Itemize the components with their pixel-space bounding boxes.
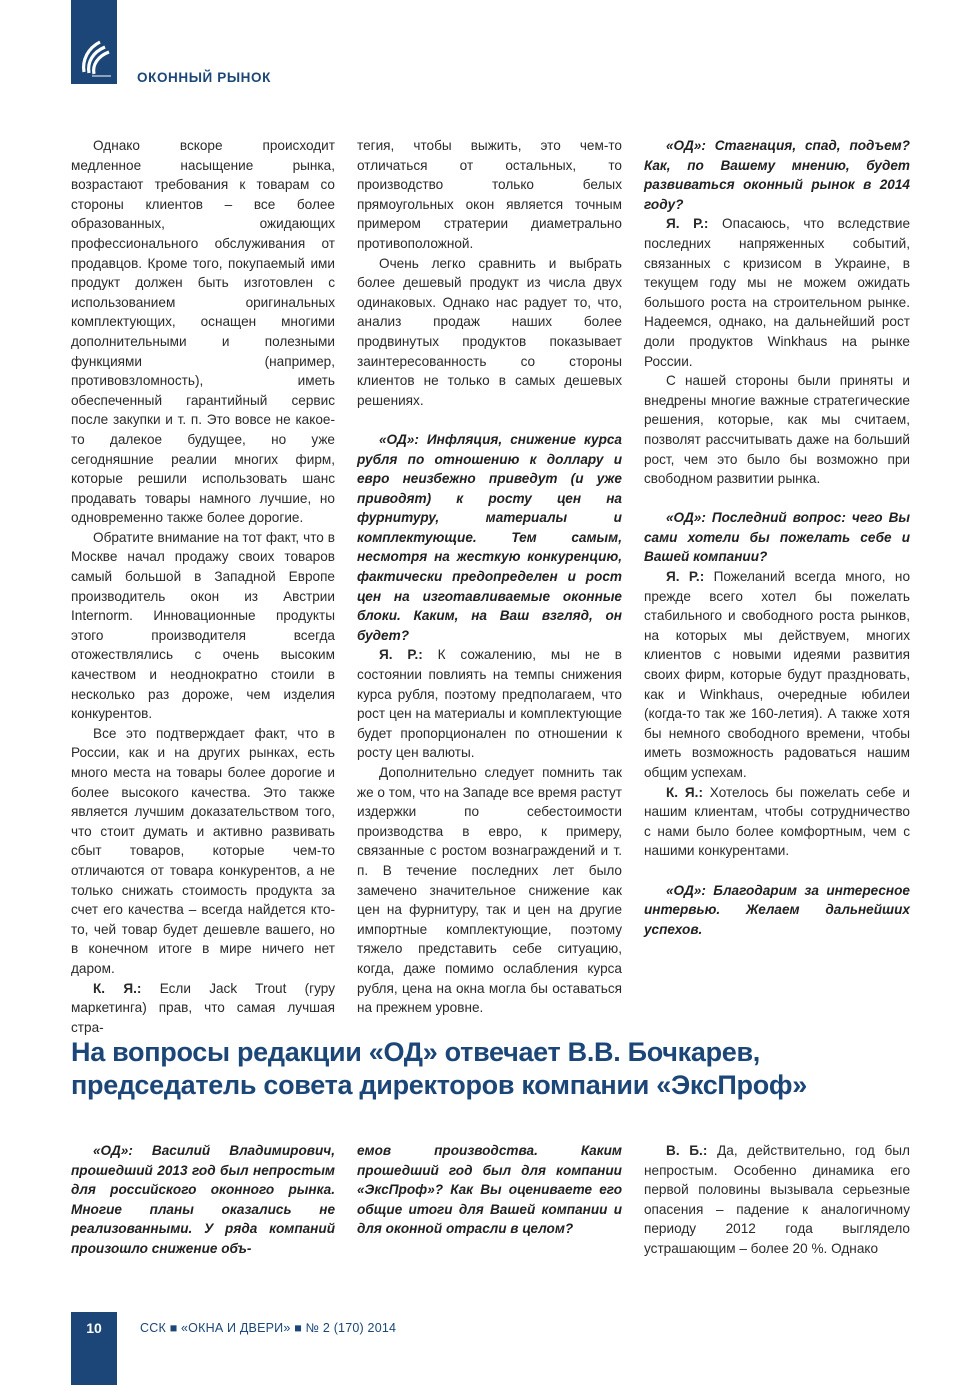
publication-info: ССК ■ «ОКНА И ДВЕРИ» ■ № 2 (170) 2014 (140, 1321, 397, 1335)
body-paragraph (71, 979, 335, 1038)
article1-column-1 (71, 136, 335, 1037)
question-paragraph: емов производства. Каким прошедший год был для компании «ЭксПроф»? Как Вы оцениваете его общие итоги для Вашей компании и для оконной отрасли в целом? (357, 1143, 622, 1237)
body-paragraph (644, 1141, 910, 1259)
article2-column-1 (71, 1141, 335, 1259)
answer-text: Опасаюсь, что вследствие последних напряженных событий, связанных с кризисом в Украине, в текущем году мы не можем ожидать большого роста на строительном рынке. Надеемся, однако, на дальнейший рост доли продуктов Winkhaus на рынке России. (644, 216, 911, 369)
answer-text: Хотелось бы пожелать себе и нашим клиентам, чтобы сотрудничество с нами было более комфортным, чем с нашими конкурентами. (644, 784, 910, 859)
speaker-label: К. Я.: (93, 980, 142, 996)
answer-text: Если Jack Trout (гуру маркетинга) прав, что самая лучшая стра- (71, 980, 335, 1035)
speaker-label: Я. Р.: (666, 569, 705, 585)
question-paragraph: «ОД»: Последний вопрос: чего Вы сами хотели бы пожелать себе и Вашей компании? (644, 510, 910, 565)
question-paragraph: «ОД»: Инфляция, снижение курса рубля по отношению к доллару и евро неизбежно приведут (и уже приводят) к росту цен на фурнитуру, материалы и комплектующие. Тем самым, несмотря на жесткую конкуренцию, фактически предопределен и рост цен на изготавливаемые оконные блоки. Каким, на Ваш взгляд, он будет? (357, 431, 622, 643)
question-paragraph: «ОД»: Стагнация, спад, подъем? Как, по Вашему мнению, будет развиваться оконный рынок в 2014 году? (644, 138, 910, 212)
question-paragraph: «ОД»: Благодарим за интересное интервью. Желаем дальнейших успехов. (644, 882, 910, 937)
headline-line-2: председатель совета директоров компании «ЭксПроф» (71, 1070, 807, 1100)
article2-column-3 (644, 1141, 910, 1259)
body-paragraph (644, 783, 910, 861)
body-paragraph: Однако вскоре происходит медленное насыщение рынка, возрастают требования к товарам со стороны клиентов – все более образованных, ожидающих профессионального обслуживания от продавцов. Кроме того, покупаемый ими продукт должен быть изготовлен с использованием оригинальных комплектующих, оснащен многими дополнительными и полезными функциями (например, противовзломность), иметь обеспеченный гарантийный сервис после закупки и т. п. Это вовсе не какое-то далекое будущее, но уже сегодняшние реалии многих фирм, которые решили использовать шанс продавать товары намного лучшие, но одновременно также более дорогие. (71, 138, 335, 526)
speaker-label: К. Я.: (666, 784, 703, 800)
body-paragraph: С нашей стороны были приняты и внедрены многие важные стратегические решения, которые, как мы считаем, позволят рассчитывать даже на больший рост, чем это было бы возможно при свободном развитии рынка. (644, 373, 910, 487)
body-paragraph (357, 645, 622, 763)
headline-line-1: На вопросы редакции «ОД» отвечает В.В. Бочкарев, (71, 1037, 760, 1067)
article1-column-2 (357, 136, 622, 1018)
article2-headline (71, 1036, 911, 1102)
speaker-label: В. Б.: (666, 1143, 708, 1158)
page-number: 10 (86, 1320, 102, 1336)
body-paragraph: Обратите внимание на тот факт, что в Москве начал продажу своих товаров самый большой в Западной Европе производитель окон из Австрии Internorm. Инновационные продукты этого производителя всегда отожествлялись с очень высоким качеством и неоднократно стоили в несколько раз дороже, чем изделия конкурентов. (71, 529, 335, 722)
answer-text: К сожалению, мы не в состоянии повлиять на темпы снижения курса рубля, поэтому предполагаем, что рост цен на материалы и комплектующие будет пропорционален по отношении к росту цен валюты. (357, 647, 622, 761)
body-paragraph: Очень легко сравнить и выбрать более дешевый продукт из числа двух одинаковых. Однако нас радует то, что, анализ продаж наших более продвинутых продуктов показывает заинтересованность со стороны клиентов не только в самых дешевых решениях. (357, 255, 622, 408)
window-frame-logo-icon (78, 38, 112, 78)
body-paragraph (644, 214, 910, 371)
section-title: ОКОННЫЙ РЫНОК (137, 70, 271, 85)
body-paragraph: тегия, чтобы выжить, это чем-то отличаться от остальных, то производство только белых прямоугольных окон является точным примером стратерии диаметрально противоположной. (357, 138, 622, 251)
body-paragraph: Все это подтверждает факт, что в России, как и на других рынках, есть много места на товары более дорогие и более высокого качества. Это также является лучшим доказательством того, что стоит думать и активно развивать сбыт товаров, которые чем-то отличаются от товара конкурентов, а не только снижать стоимость продукта за счет его качества – всегда найдется кто-то, чей товар будет дешевле вашего, но в конечном итоге в мире ничего нет даром. (71, 725, 335, 976)
article1-column-3 (644, 136, 910, 939)
answer-text: Да, действительно, год был непростым. Особенно динамика его первой половины вызывала серьезные опасения – падение к аналогичному периоду 2012 года выглядело устрашающим – более 20 %. Однако (644, 1143, 910, 1256)
body-paragraph (644, 567, 910, 783)
speaker-label: Я. Р.: (379, 647, 423, 663)
question-paragraph: «ОД»: Василий Владимирович, прошедший 2013 год был непростым для российского оконного рынка. Многие планы оказались не реализованными. У ряда компаний произошло снижение объ- (71, 1143, 335, 1256)
article2-column-2 (357, 1141, 622, 1239)
answer-text: Пожеланий всегда много, но прежде всего хотел бы пожелать стабильного и свободного роста рынков, на которых мы действуем, многих клиентов с новыми идеями развития своих фирм, которые будут праздновать, как и Winkhaus, очередные юбилеи (когда-то так же 160-летия). А также хотя бы немного свободного времени, чтобы иметь возможность радоваться нашим общим успехам. (644, 569, 911, 780)
body-paragraph: Дополнительно следует помнить так же о том, что на Западе все время растут издержки по себестоимости производства в евро, к примеру, связанные с ростом вознаграждений и т. п. В течение последних лет было замечено значительное снижение как цен на фурнитуру, так и цен на другие импортные комплектующие, поэтому тяжело представить себе ситуацию, когда, даже помимо ослабления курса рубля, цена на окна могла бы оставаться на прежнем уровне. (357, 765, 622, 1016)
speaker-label: Я. Р.: (666, 216, 709, 232)
